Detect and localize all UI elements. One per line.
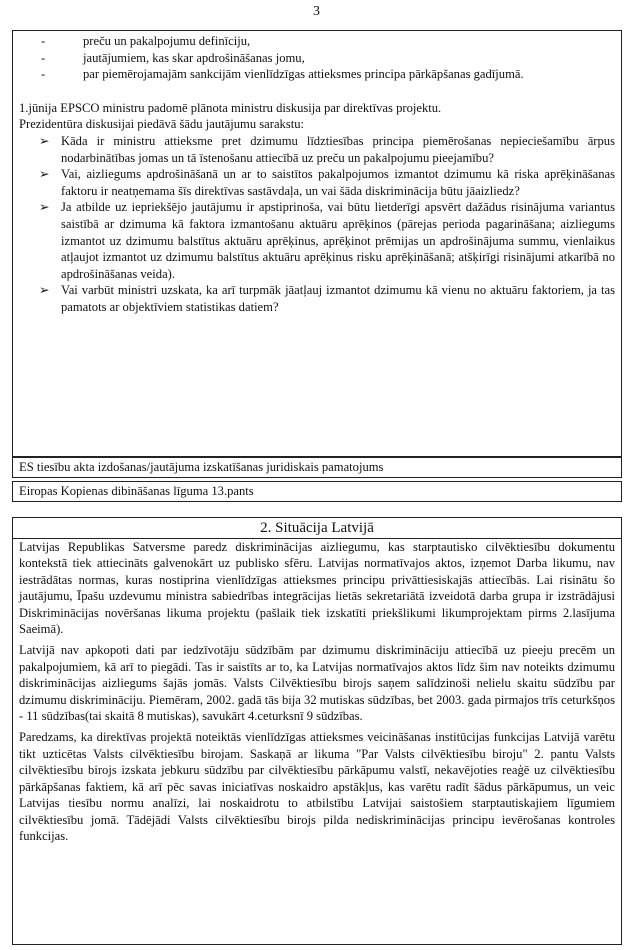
legal-basis-label: ES tiesību akta izdošanas/jautājuma izskatīšanas juridiskais pamatojums: [12, 457, 622, 478]
list-item: [19, 66, 615, 83]
question-text: Kāda ir ministru attieksme pret dzimumu līdztiesības principa piemērošanas nepieciešamību ārpus nodarbinātības jomas un tā īstenošanu attiecībā uz preču un pakalpojumu pieejamību?: [61, 133, 615, 165]
top-box: [12, 30, 622, 457]
dash-marker: -: [41, 50, 46, 65]
list-item: [39, 282, 615, 315]
dash-item-text: par piemērojamajām sankcijām vienlīdzīgas attieksmes principa pārkāpšanas gadījumā.: [83, 67, 524, 82]
list-item: [39, 133, 615, 166]
dash-item-text: preču un pakalpojumu definīciju,: [83, 34, 251, 48]
arrow-bullet-icon: ➢: [39, 200, 50, 215]
list-item: [19, 50, 615, 67]
section-paragraph: Latvijas Republikas Satversme paredz diskriminācijas aizliegumu, kas starptautisko cilvēktiesību dokumentu kontekstā tiek attiecināts galvenokārt uz publisko sfēru. Latvijas normatīvajos aktos, izņemot Darba likumu, nav iestrādātas normas, kuras nostiprina vienlīdzīgas attieksmes principu privāttiesiskajās attiecībās. Lai risinātu šo jautājumu, Īpašu uzdevumu ministra sabiedrības integrācijas lietās sekretariātā izveidotā darba grupa ir izstrādājusi Diskriminācijas novēršanas likuma projektu (pašlaik tiek izskatīti priekšlikumi likumprojektam pirms 2.lasījuma Saeimā).: [19, 540, 615, 637]
question-text: Vai varbūt ministri uzskata, ka arī turpmāk jāatļauj izmantot dzimumu kā vienu no aktuāru faktoriem, ja tas pamatots ar objektīviem statistikas datiem?: [61, 283, 615, 314]
arrow-bullet-icon: ➢: [39, 167, 50, 182]
question-text: Vai, aizliegums apdrošināšanā un ar to saistītos pakalpojumos izmantot dzimumu kā riska aprēķināšanas faktoru ir neatņemama šīs direktīvas sastāvdaļa, un vai šāda diskriminācija būtu jāaizliedz?: [61, 167, 615, 198]
dash-item-text: jautājumiem, kas skar apdrošināšanas jomu,: [83, 50, 305, 65]
questions-intro: Prezidentūra diskusijai piedāvā šādu jautājumu sarakstu:: [19, 117, 305, 132]
dash-marker: -: [41, 34, 46, 48]
arrow-bullet-icon: ➢: [39, 283, 50, 298]
section-title: 2. Situācija Latvijā: [13, 518, 621, 539]
section-paragraph: Paredzams, ka direktīvas projektā noteiktās vienlīdzīgas attieksmes veicināšanas institūcijas funkcijas Latvijā varētu tikt uzticētas Valsts cilvēktiesību birojam. Saskaņā ar likuma "Par Valsts cilvēktiesību biroju" 2. pantu Valsts cilvēktiesību birojs izskata jebkuru sūdzību par cilvēktiesību pārkāpumu valstī, nekavējoties reaģē uz cilvēktiesību pārkāpšanas faktiem, kā arī pēc savas iniciatīvas noskaidro apstākļus, kas varētu radīt šādus pārkāpumus, un veic Latvijas tiesību normu analīzi, lai noskaidrotu to atbilstību Latvijai saistošiem starptautiskajiem līgumiem cilvēktiesību jomā. Tādējādi Valsts cilvēktiesību birojs pilda nediskriminācijas principu ievērošanas kontroles funkcijas.: [19, 730, 615, 843]
list-item: [19, 33, 615, 50]
question-text: Ja atbilde uz iepriekšējo jautājumu ir apstiprinoša, vai būtu lietderīgi apsvērt dažādus risinājuma variantus saistībā ar dzimuma kā faktora izmantošanu aktuāru aprēķinos (pārejas perioda pagarināšana; aizliegums izmantot uz dzimumu balstītus aktuāru aprēķinus, aprēķinot prēmijas un apdrošinājuma summu, vienlaikus atļaujot izmantot uz dzimumu balstītus aktuāru aprēķinus risku aprēķināšanā; atšķirīgi risinājumi atkarībā no apdrošināšanas veida).: [61, 200, 615, 281]
page-number: 3: [313, 4, 320, 19]
list-item: [39, 166, 615, 199]
section-paragraph: Latvijā nav apkopoti dati par iedzīvotāju sūdzībām par dzimumu diskrimināciju attiecībā uz pieeju precēm un pakalpojumiem, kā arī to piegādi. Tas ir saistīts ar to, ka Latvijas normatīvajos aktos līdz šim nav noteikts dzimumu diskriminācijas aizliegums šajās jomās. Valsts Cilvēktiesību birojs saņem salīdzinoši nelielu skaitu sūdzību par dzimumu diskrimināciju. Piemēram, 2002. gadā tās bija 32 mutiskas sūdzības, bet 2003. gada pirmajos trīs ceturkšņos - 11 sūdzības(tai skaitā 8 mutiskas), savukārt 4.ceturksnī 9 sūdzības.: [19, 643, 615, 724]
meeting-paragraph: 1.jūnija EPSCO ministru padomē plānota ministru diskusija par direktīvas projektu.: [19, 100, 442, 115]
list-item: [39, 199, 615, 282]
legal-basis-value: Eiropas Kopienas dibināšanas līguma 13.pants: [12, 481, 622, 502]
section-2-box: [12, 517, 622, 945]
dash-marker: -: [41, 67, 46, 82]
arrow-bullet-icon: ➢: [39, 133, 50, 148]
